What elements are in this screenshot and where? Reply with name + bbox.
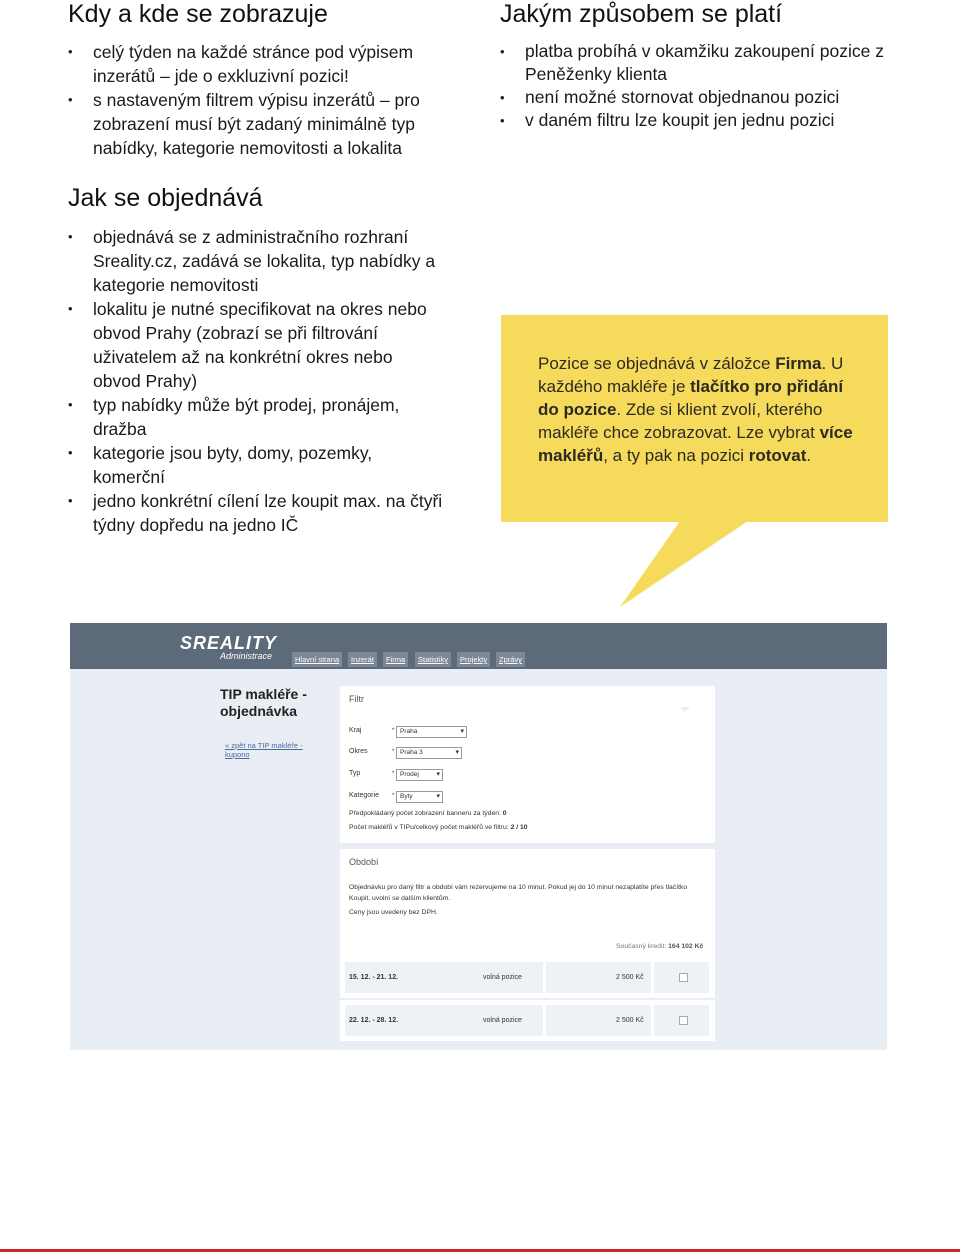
nav-projekty[interactable]: Projekty [457,652,490,667]
footer-rule [0,1249,960,1252]
filter-label-typ: Typ [349,770,361,777]
select-kategorie[interactable]: Byty ▾ [396,791,443,803]
callout-fragment: . U každého makléře je [538,354,844,396]
estimate-info [349,808,507,819]
panel-notch [680,707,690,712]
reservation-note: Objednávku pro daný filtr a období vám rezervujeme na 10 minut. Pokud jej do 10 minut nezaplatíte přes tlačítko Koupit, uvolní se dalším klientům. [349,884,688,902]
week-price: 2 500 Kč [546,962,651,993]
heading-order: Jak se objednává [68,184,263,212]
callout-emphasis: rotovat [748,446,807,465]
period-panel [340,849,715,957]
list-payment [500,40,890,132]
required-mark: * [392,749,395,755]
nav-inzerat[interactable]: Inzerát [348,652,377,667]
list-order [68,225,443,537]
callout-emphasis: více makléřů [538,423,853,465]
filter-title: Filtr [349,694,364,704]
week-dates: 15. 12. - 21. 12. [345,962,414,993]
filter-label-okres: Okres [349,748,368,755]
list-item: • s nastaveným filtrem výpisu inzerátů – pro zobrazení musí být zadaný minimálně typ nabídky, kategorie nemovitosti a lokalita [68,88,448,160]
list-item: • jedno konkrétní cílení lze koupit max. na čtyři týdny dopředu na jedno IČ [68,489,443,537]
required-mark: * [392,728,395,734]
list-item: • objednává se z administračního rozhraní Sreality.cz, zadává se lokalita, typ nabídky a kategorie nemovitosti [68,225,443,297]
sreality-logo: SREALITY [180,633,278,653]
agents-info [349,822,528,833]
period-title: Období [349,857,379,867]
nav-hlavni-strana[interactable]: Hlavní strana [292,652,342,667]
admin-page-title: TIP makléře - objednávka [220,686,307,719]
filter-label-kraj: Kraj [349,727,362,734]
required-mark: * [392,793,395,799]
callout-text [538,352,858,467]
week-price: 2 500 Kč [546,1005,651,1036]
list-item: • lokalitu je nutné specifikovat na okres nebo obvod Prahy (zobrazí se při filtrování uživatelem až na konkrétní okres nebo obvod Prahy) [68,297,443,393]
select-kraj[interactable]: Praha ▾ [396,726,467,738]
list-item: • v daném filtru lze koupit jen jednu pozici [500,109,890,132]
list-item: • platba probíhá v okamžiku zakoupení pozice z Peněženky klienta [500,40,890,86]
agents-value: 2 / 10 [510,824,528,831]
heading-payment: Jakým způsobem se platí [500,0,783,28]
week-checkbox[interactable] [679,1016,688,1025]
select-okres[interactable]: Praha 3 ▾ [396,747,462,759]
week-row [340,957,715,998]
estimate-value: 0 [502,810,507,817]
week-status: volná pozice [413,962,543,993]
filter-panel [340,686,715,843]
list-item: • celý týden na každé stránce pod výpisem inzerátů – jde o exkluzivní pozici! [68,40,448,88]
heading-where: Kdy a kde se zobrazuje [68,0,328,28]
credit-label: Současný kredit: [616,943,667,950]
list-item: • typ nabídky může být prodej, pronájem, dražba [68,393,443,441]
callout-fragment: . Zde si klient zvolí, kterého makléře chce zobrazovat. Lze vybrat [538,400,823,442]
credit-value: 164 102 Kč [668,943,704,950]
week-checkbox[interactable] [679,973,688,982]
nav-zpravy[interactable]: Zprávy [496,652,525,667]
callout-emphasis: tlačítko pro přidání do pozice [538,377,844,419]
estimate-label: Předpokládaný počet zobrazení banneru za týden: [349,810,501,817]
callout-fragment: . [806,446,812,465]
callout-emphasis: Firma [775,354,822,373]
week-dates: 22. 12. - 28. 12. [345,1005,414,1036]
vat-note: Ceny jsou uvedeny bez DPH. [349,909,438,916]
callout-fragment: Pozice se objednává v záložce [538,354,776,373]
callout-fragment: , a ty pak na pozici [603,446,749,465]
select-typ[interactable]: Prodej ▾ [396,769,443,781]
back-link[interactable]: « zpět na TIP makléře - kupono [225,741,303,759]
list-item: • není možné stornovat objednanou pozici [500,86,890,109]
logo-subtitle: Administrace [220,651,273,661]
list-item: • kategorie jsou byty, domy, pozemky, komerční [68,441,443,489]
admin-screenshot [70,623,887,1050]
week-status: volná pozice [413,1005,543,1036]
week-row [340,1000,715,1041]
filter-label-kategorie: Kategorie [349,792,379,799]
list-where [68,40,448,160]
admin-header [70,623,887,669]
nav-statistiky[interactable]: Statistiky [415,652,451,667]
agents-label: Počet makléřů v TIPu/celkový počet makléřů ve filtru: [349,824,509,831]
credit-info [616,941,703,952]
required-mark: * [392,771,395,777]
nav-firma[interactable]: Firma [383,652,408,667]
